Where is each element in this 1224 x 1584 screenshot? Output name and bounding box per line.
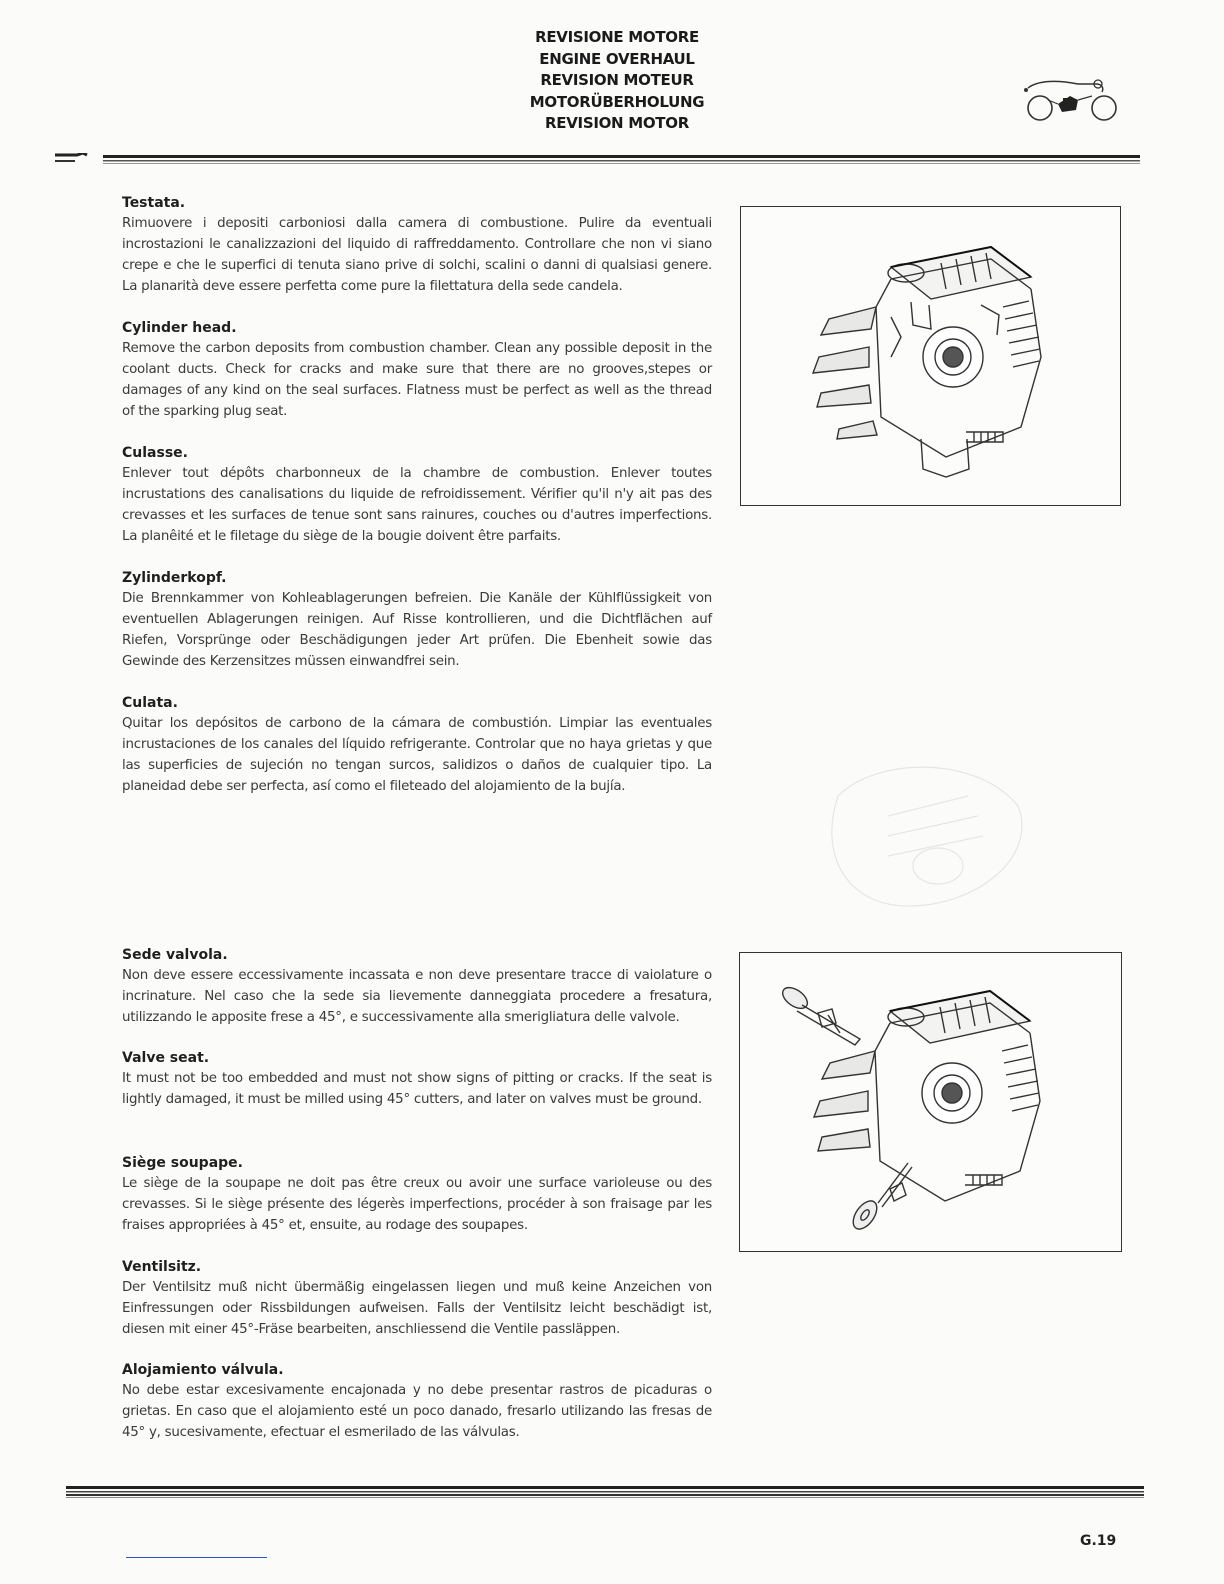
section-body: Rimuovere i depositi carboniosi dalla camera di combustione. Pulire da eventuali incrostazioni le canalizzazioni del liquido di raffreddamento. Controllare che non vi siano crepe e che le superfici di tenuta siano prive di solchi, scalini o danni di qualsiasi genere. La planarità deve essere perfetta come pure la filettatura della sede candela. — [122, 216, 712, 294]
section-sede-valvola — [122, 945, 712, 1028]
header-title-es: REVISION MOTOR — [545, 114, 689, 132]
header-title-en: ENGINE OVERHAUL — [539, 49, 695, 68]
section-heading: Culasse. — [122, 445, 188, 461]
bleed-through-drawing — [738, 736, 1118, 920]
section-body: Le siège de la soupape ne doit pas être creux ou avoir une surface varioleuse ou des crevasses. Si le siège présente des légerès imperfections, procéder à son fraisage par les fraises appropriées à 45° et, ensuite, au rodage des soupapes. — [122, 1176, 712, 1233]
motorcycle-engine-icon — [1018, 74, 1124, 126]
section-body: It must not be too embedded and must not show signs of pitting or cracks. If the seat is lightly damaged, it must be milled using 45° cutters, and later on valves must be ground. — [122, 1071, 712, 1107]
page-number: G.19 — [1080, 1533, 1117, 1549]
section-body: Enlever tout dépôts charbonneux de la chambre de combustion. Enlever toutes incrustations des canalisations du liquide de refroidissement. Vérifier qu'il n'y ait pas des crevasses et les surfaces de tenue sont sans rainures, couches ou d'autres imperfections. La planêité et le filetage du siège de la bougie doivent être parfaits. — [122, 466, 712, 544]
section-heading: Testata. — [122, 195, 186, 211]
section-body: Der Ventilsitz muß nicht übermäßig eingelassen liegen und muß keine Anzeichen von Einfressungen oder Rissbildungen aufweisen. Falls der Ventilsitz leicht beschädigt ist, diesen mit einer 45°-Fräse bearbeiten, anschliessend die Ventile passläppen. — [122, 1280, 712, 1337]
cylinder-head-drawing — [740, 206, 1121, 506]
header-title-fr: REVISION MOTEUR — [540, 71, 694, 89]
footer-divider — [66, 1484, 1144, 1498]
section-heading: Ventilsitz. — [122, 1259, 202, 1275]
section-heading: Valve seat. — [122, 1050, 210, 1066]
section-body: Remove the carbon deposits from combustion chamber. Clean any possible deposit in the coolant ducts. Check for cracks and make sure that there are no grooves,stepes or damages of any kind on the seal surfaces. Flatness must be perfect as well as the thread of the sparking plug seat. — [122, 341, 712, 419]
section-body: No debe estar excesivamente encajonada y no debe presentar rastros de picaduras o grietas. En caso que el alojamiento esté un poco danado, fresarlo utilizando las fresas de 45° y, sucesivamente, efectuar el esmerilado de las válvulas. — [122, 1383, 712, 1440]
section-heading: Culata. — [122, 695, 178, 711]
section-culasse — [122, 443, 712, 547]
header-divider — [55, 150, 1140, 162]
section-body: Quitar los depósitos de carbono de la cámara de combustión. Limpiar las eventuales incrustaciones de los canales del líquido refrigerante. Controlar que no haya grietas y que las superficies de sujeción no tengan surcos, salidizos o daños de cualquier tipo. La planeidad debe ser perfecta, así como el fileteado del alojamiento de la bujía. — [122, 716, 712, 794]
header-title-de: MOTORÜBERHOLUNG — [529, 92, 705, 111]
section-body: Die Brennkammer von Kohleablagerungen befreien. Die Kanäle der Kühlflüssigkeit von eventuellen Ablagerungen reinigen. Auf Risse kontrollieren, und die Dichtflächen auf Riefen, Vorsprünge oder Beschädigungen jeder Art prüfen. Die Ebenheit sowie das Gewinde des Kerzensitzes müssen einwandfrei sein. — [122, 591, 712, 669]
section-culata — [122, 693, 712, 797]
valve-seat-drawing — [739, 952, 1122, 1252]
section-heading: Zylinderkopf. — [122, 570, 227, 586]
section-testata — [122, 193, 712, 297]
section-heading: Cylinder head. — [122, 320, 237, 336]
section-siege-soupape — [122, 1153, 712, 1236]
section-ventilsitz — [122, 1257, 712, 1340]
section-heading: Sede valvola. — [122, 947, 228, 963]
header-title-it: REVISIONE MOTORE — [535, 28, 699, 46]
section-zylinderkopf — [122, 568, 712, 672]
section-cylinder-head — [122, 318, 712, 422]
section-heading: Siège soupape. — [122, 1155, 243, 1171]
section-valve-seat — [122, 1048, 712, 1110]
section-heading: Alojamiento válvula. — [122, 1362, 284, 1378]
footer-underline — [126, 1557, 267, 1558]
section-body: Non deve essere eccessivamente incassata e non deve presentare tracce di vaiolature o incrinature. Nel caso che la sede sia lievemente danneggiata procedere a fresatura, utilizzando le apposite frese a 45°, e successivamente alla smerigliatura delle valvole. — [122, 968, 712, 1025]
section-alojamiento-valvula — [122, 1360, 712, 1443]
